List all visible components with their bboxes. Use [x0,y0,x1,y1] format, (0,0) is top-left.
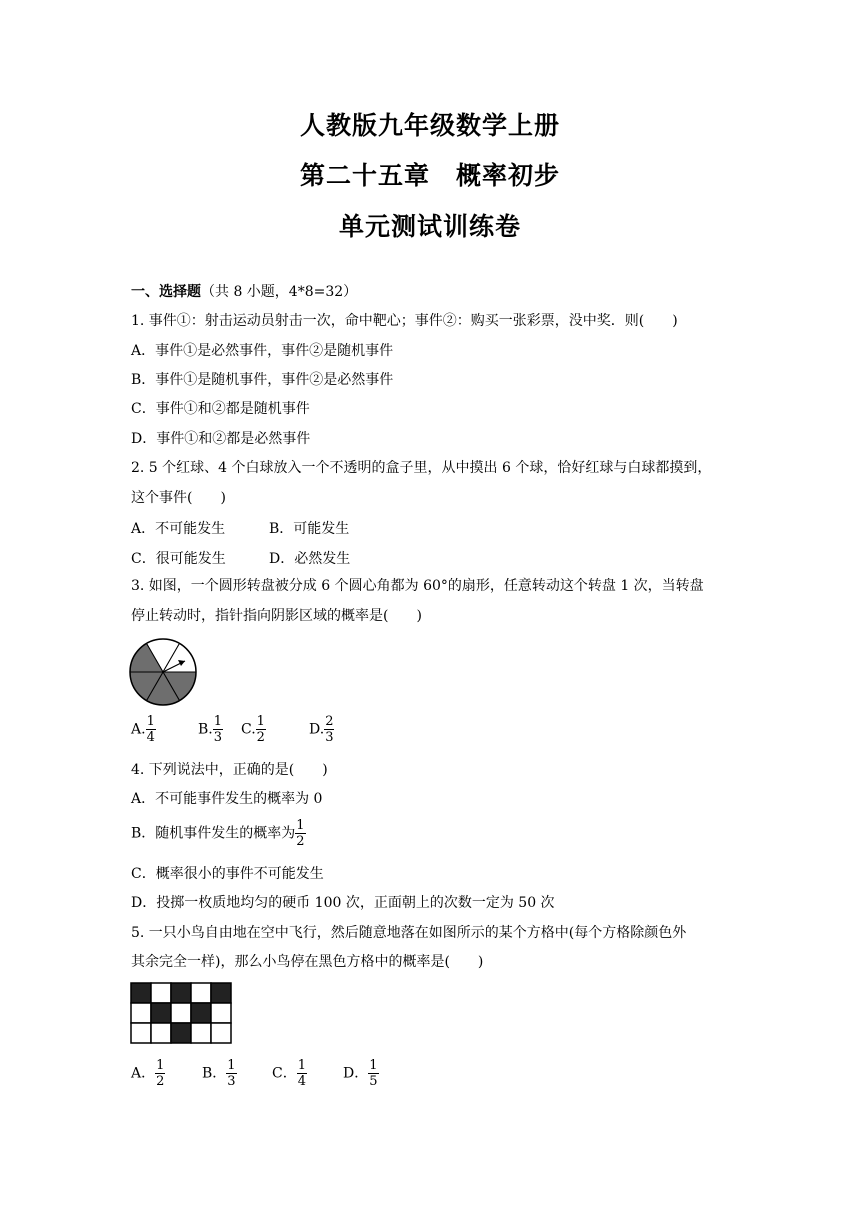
q2-option-c: C．很可能发生 [131,551,226,567]
fraction-denominator: 3 [325,730,334,745]
fraction-denominator: 2 [296,834,305,849]
page-title: 人教版九年级数学上册 [299,111,560,140]
q5-stem-line1: 5. 一只小鸟自由地在空中飞行，然后随意地落在如图所示的某个方格中(每个方格除颜色外 [131,925,687,941]
q5-option-c-label: C． [272,1065,297,1082]
q3-option-a-fraction [146,714,156,745]
q5-option-d-fraction [368,1058,378,1089]
fraction-denominator: 4 [146,730,155,745]
q1-option-a: A．事件①是必然事件，事件②是随机事件 [131,343,394,359]
grid-figure [130,982,232,1045]
q4-option-b [131,818,306,849]
section-note: （共 8 小题，4*8=32） [201,284,358,300]
q2-option-d: D．必然发生 [269,551,351,567]
fraction-denominator: 5 [369,1074,378,1089]
fraction-numerator: 2 [325,714,334,729]
paper-title: 单元测试训练卷 [338,212,521,241]
q3-option-b-label: B. [198,721,213,738]
grid-cell-black [171,1023,191,1043]
q5-stem-line2: 其余完全一样)，那么小鸟停在黑色方格中的概率是( ) [131,954,484,970]
grid-cell-white [151,1023,171,1043]
q3-stem-line1: 3. 如图，一个圆形转盘被分成 6 个圆心角都为 60°的扇形，任意转动这个转盘 1 次，当转盘 [131,578,704,594]
q1-option-d: D．事件①和②都是必然事件 [131,431,311,447]
fraction-numerator: 1 [227,1058,236,1073]
fraction-numerator: 1 [256,714,265,729]
q5-option-a-label: A． [131,1065,156,1082]
q5-option-d [343,1058,379,1089]
q5-option-c [272,1058,307,1089]
q5-option-c-fraction [297,1058,307,1089]
q4-option-c: C．概率很小的事件不可能发生 [131,866,324,882]
q3-option-b [198,714,223,745]
fraction-denominator: 2 [156,1074,165,1089]
grid-cell-black [131,983,151,1003]
grid-cell-white [191,1023,211,1043]
grid-cell-white [211,1003,231,1023]
grid-cell-white [171,1003,191,1023]
q1-option-c: C．事件①和②都是随机事件 [131,401,310,417]
q3-option-c-fraction [256,714,266,745]
q3-stem-line2: 停止转动时，指针指向阴影区域的概率是( ) [131,608,422,624]
q4-stem: 4. 下列说法中，正确的是( ) [131,762,328,778]
fraction-numerator: 1 [146,714,155,729]
q3-option-c [241,714,266,745]
q2-option-b: B．可能发生 [269,521,350,537]
section-heading [131,283,357,301]
q5-option-d-label: D． [343,1065,369,1082]
grid-cell-black [171,983,191,1003]
q5-option-b-fraction [226,1058,236,1089]
q5-option-a-fraction [155,1058,165,1089]
spinner-figure [128,637,200,707]
fraction-denominator: 4 [297,1074,306,1089]
q2-option-a: A．不可能发生 [131,521,226,537]
q2-stem-line1: 2. 5 个红球、4 个白球放入一个不透明的盒子里，从中摸出 6 个球，恰好红球与白球都摸到， [131,460,712,476]
q3-option-a [131,714,156,745]
q3-option-a-label: A. [131,721,146,738]
q4-option-b-fraction [295,818,305,849]
q1-stem: 1. 事件①：射击运动员射击一次，命中靶心；事件②：购买一张彩票，没中奖．则( ) [131,313,678,329]
q4-option-d: D．投掷一枚质地均匀的硬币 100 次，正面朝上的次数一定为 50 次 [131,895,555,911]
q4-option-a: A．不可能事件发生的概率为 0 [131,791,323,807]
q3-option-d-fraction [324,714,334,745]
q3-option-d-label: D. [309,721,325,738]
grid-cell-black [211,983,231,1003]
fraction-numerator: 1 [297,1058,306,1073]
q5-option-b [202,1058,237,1089]
fraction-numerator: 1 [369,1058,378,1073]
fraction-denominator: 2 [256,730,265,745]
q5-option-a [131,1058,165,1089]
fraction-numerator: 1 [213,714,223,729]
chapter-title: 第二十五章 概率初步 [299,161,560,190]
section-head-text: 一、选择题 [131,284,201,300]
grid-cell-black [191,1003,211,1023]
grid-cell-black [151,1003,171,1023]
q3-option-c-label: C. [241,721,256,738]
q3-option-d [309,714,334,745]
fraction-numerator: 1 [296,818,305,833]
grid-cell-white [131,1003,151,1023]
q4-option-b-text: B．随机事件发生的概率为 [131,825,296,842]
fraction-numerator: 1 [156,1058,165,1073]
grid-cell-white [131,1023,151,1043]
fraction-denominator: 3 [213,730,223,745]
q3-option-b-fraction [213,714,223,745]
q5-option-b-label: B． [202,1065,227,1082]
fraction-denominator: 3 [227,1074,236,1089]
q1-option-b: B．事件①是随机事件，事件②是必然事件 [131,372,394,388]
grid-cell-white [191,983,211,1003]
grid-cell-white [211,1023,231,1043]
q2-stem-line2: 这个事件( ) [131,490,226,506]
grid-cell-white [151,983,171,1003]
